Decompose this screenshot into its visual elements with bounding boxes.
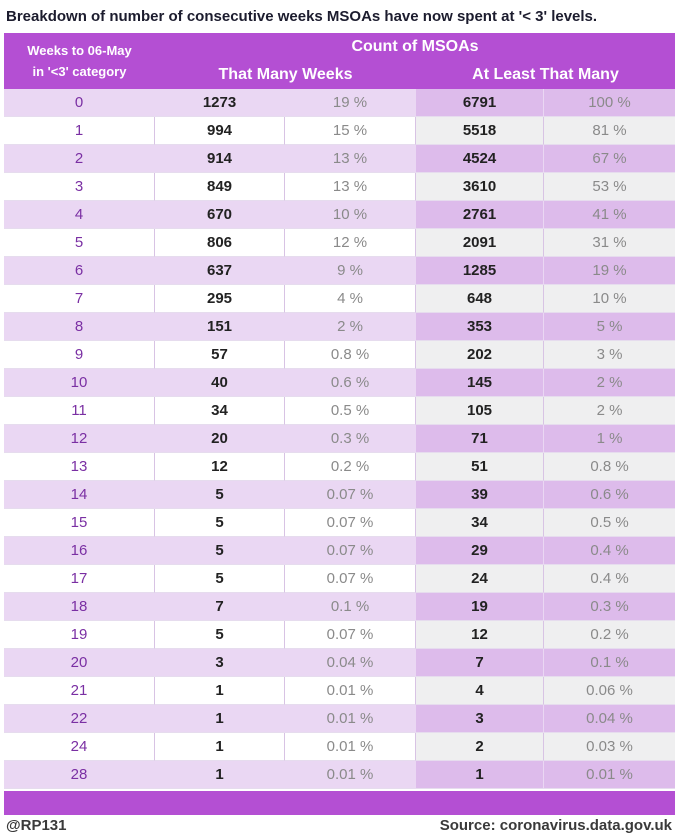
count-header-title: Count of MSOAs [351, 38, 479, 55]
at-least-percent-cell: 0.3 % [544, 593, 675, 621]
that-many-percent-cell: 0.01 % [285, 705, 416, 733]
that-many-percent-cell: 0.3 % [285, 425, 416, 453]
at-least-count-cell: 3610 [416, 173, 544, 201]
weeks-cell: 5 [4, 229, 155, 257]
table-row [4, 229, 675, 257]
at-least-count-cell: 1 [416, 761, 544, 789]
weeks-cell: 13 [4, 453, 155, 481]
that-many-count-cell: 1273 [155, 89, 285, 117]
that-many-count-cell: 849 [155, 173, 285, 201]
weeks-cell: 18 [4, 593, 155, 621]
at-least-percent-cell: 41 % [544, 201, 675, 229]
that-many-percent-cell: 15 % [285, 117, 416, 145]
table-row [4, 733, 675, 761]
table-row [4, 173, 675, 201]
weeks-cell: 16 [4, 537, 155, 565]
at-least-percent-cell: 81 % [544, 117, 675, 145]
table-row [4, 649, 675, 677]
msoa-table [4, 33, 675, 815]
that-many-count-cell: 5 [155, 537, 285, 565]
that-many-percent-cell: 0.07 % [285, 565, 416, 593]
at-least-percent-cell: 0.4 % [544, 565, 675, 593]
weeks-cell: 15 [4, 509, 155, 537]
that-many-percent-cell: 0.5 % [285, 397, 416, 425]
table-row [4, 117, 675, 145]
at-least-count-cell: 71 [416, 425, 544, 453]
that-many-percent-cell: 0.07 % [285, 537, 416, 565]
that-many-count-cell: 5 [155, 481, 285, 509]
at-least-percent-cell: 10 % [544, 285, 675, 313]
at-least-percent-cell: 100 % [544, 89, 675, 117]
table-row [4, 313, 675, 341]
chart-title: Breakdown of number of consecutive weeks MSOAs have now spent at '< 3' levels. [6, 8, 598, 25]
that-many-count-cell: 1 [155, 733, 285, 761]
at-least-percent-cell: 0.8 % [544, 453, 675, 481]
that-many-count-cell: 670 [155, 201, 285, 229]
weeks-cell: 14 [4, 481, 155, 509]
that-many-count-cell: 3 [155, 649, 285, 677]
at-least-count-cell: 145 [416, 369, 544, 397]
at-least-count-cell: 34 [416, 509, 544, 537]
table-row [4, 761, 675, 789]
that-many-count-cell: 7 [155, 593, 285, 621]
at-least-percent-cell: 0.4 % [544, 537, 675, 565]
that-many-percent-cell: 0.01 % [285, 761, 416, 789]
table-row [4, 285, 675, 313]
that-many-count-cell: 994 [155, 117, 285, 145]
weeks-cell: 8 [4, 313, 155, 341]
that-many-count-cell: 1 [155, 761, 285, 789]
table-row [4, 705, 675, 733]
count-header-group [155, 33, 675, 89]
table-row [4, 397, 675, 425]
that-many-percent-cell: 4 % [285, 285, 416, 313]
that-many-percent-cell: 0.8 % [285, 341, 416, 369]
that-many-count-cell: 57 [155, 341, 285, 369]
author-handle: @RP131 [6, 817, 67, 834]
at-least-count-cell: 12 [416, 621, 544, 649]
that-many-count-cell: 637 [155, 257, 285, 285]
table-row [4, 509, 675, 537]
that-many-percent-cell: 9 % [285, 257, 416, 285]
at-least-percent-cell: 0.6 % [544, 481, 675, 509]
table-row [4, 565, 675, 593]
weeks-column-header [4, 33, 155, 89]
that-many-percent-cell: 13 % [285, 173, 416, 201]
table-row [4, 341, 675, 369]
that-many-percent-cell: 19 % [285, 89, 416, 117]
weeks-cell: 3 [4, 173, 155, 201]
that-many-percent-cell: 12 % [285, 229, 416, 257]
at-least-percent-cell: 0.03 % [544, 733, 675, 761]
that-many-count-cell: 5 [155, 565, 285, 593]
at-least-percent-cell: 0.06 % [544, 677, 675, 705]
that-many-count-cell: 151 [155, 313, 285, 341]
weeks-cell: 17 [4, 565, 155, 593]
that-many-percent-cell: 13 % [285, 145, 416, 173]
at-least-count-cell: 29 [416, 537, 544, 565]
at-least-count-cell: 353 [416, 313, 544, 341]
weeks-cell: 10 [4, 369, 155, 397]
at-least-count-cell: 1285 [416, 257, 544, 285]
table-row [4, 453, 675, 481]
that-many-percent-cell: 0.04 % [285, 649, 416, 677]
that-many-percent-cell: 0.6 % [285, 369, 416, 397]
table-row [4, 593, 675, 621]
at-least-count-cell: 39 [416, 481, 544, 509]
at-least-count-cell: 19 [416, 593, 544, 621]
table-row [4, 621, 675, 649]
at-least-percent-cell: 53 % [544, 173, 675, 201]
table-footer-bar [4, 791, 675, 815]
table-row [4, 677, 675, 705]
table-body [4, 89, 675, 789]
that-many-percent-cell: 0.01 % [285, 733, 416, 761]
that-many-count-cell: 5 [155, 621, 285, 649]
weeks-cell: 22 [4, 705, 155, 733]
weeks-header-line2: in '<3' category [32, 64, 127, 79]
at-least-count-cell: 2761 [416, 201, 544, 229]
weeks-cell: 20 [4, 649, 155, 677]
that-many-count-cell: 12 [155, 453, 285, 481]
count-subheaders [155, 61, 675, 89]
that-many-count-cell: 20 [155, 425, 285, 453]
that-many-percent-cell: 0.1 % [285, 593, 416, 621]
at-least-percent-cell: 0.1 % [544, 649, 675, 677]
at-least-count-cell: 4524 [416, 145, 544, 173]
at-least-percent-cell: 0.5 % [544, 509, 675, 537]
at-least-that-many-header: At Least That Many [472, 66, 619, 83]
weeks-cell: 2 [4, 145, 155, 173]
at-least-percent-cell: 3 % [544, 341, 675, 369]
that-many-percent-cell: 2 % [285, 313, 416, 341]
at-least-count-cell: 105 [416, 397, 544, 425]
weeks-cell: 0 [4, 89, 155, 117]
table-row [4, 201, 675, 229]
at-least-percent-cell: 2 % [544, 397, 675, 425]
that-many-percent-cell: 0.07 % [285, 621, 416, 649]
weeks-cell: 4 [4, 201, 155, 229]
that-many-count-cell: 1 [155, 677, 285, 705]
at-least-percent-cell: 0.04 % [544, 705, 675, 733]
weeks-cell: 19 [4, 621, 155, 649]
that-many-percent-cell: 0.07 % [285, 509, 416, 537]
table-row [4, 481, 675, 509]
that-many-percent-cell: 0.07 % [285, 481, 416, 509]
that-many-count-cell: 34 [155, 397, 285, 425]
at-least-percent-cell: 19 % [544, 257, 675, 285]
that-many-count-cell: 914 [155, 145, 285, 173]
that-many-percent-cell: 0.01 % [285, 677, 416, 705]
table-header [4, 33, 675, 89]
table-row [4, 369, 675, 397]
at-least-percent-cell: 1 % [544, 425, 675, 453]
table-row [4, 537, 675, 565]
table-row [4, 145, 675, 173]
that-many-count-cell: 806 [155, 229, 285, 257]
table-row [4, 425, 675, 453]
at-least-count-cell: 5518 [416, 117, 544, 145]
at-least-percent-cell: 31 % [544, 229, 675, 257]
at-least-percent-cell: 2 % [544, 369, 675, 397]
at-least-count-cell: 2 [416, 733, 544, 761]
weeks-cell: 11 [4, 397, 155, 425]
at-least-percent-cell: 0.01 % [544, 761, 675, 789]
that-many-count-cell: 5 [155, 509, 285, 537]
weeks-cell: 28 [4, 761, 155, 789]
weeks-cell: 24 [4, 733, 155, 761]
that-many-weeks-header: That Many Weeks [218, 66, 353, 83]
weeks-cell: 12 [4, 425, 155, 453]
at-least-count-cell: 648 [416, 285, 544, 313]
at-least-count-cell: 4 [416, 677, 544, 705]
weeks-cell: 1 [4, 117, 155, 145]
at-least-percent-cell: 0.2 % [544, 621, 675, 649]
at-least-percent-cell: 5 % [544, 313, 675, 341]
that-many-count-cell: 40 [155, 369, 285, 397]
weeks-cell: 21 [4, 677, 155, 705]
at-least-count-cell: 24 [416, 565, 544, 593]
at-least-count-cell: 3 [416, 705, 544, 733]
at-least-count-cell: 6791 [416, 89, 544, 117]
source-credit: Source: coronavirus.data.gov.uk [439, 817, 672, 834]
at-least-count-cell: 2091 [416, 229, 544, 257]
at-least-count-cell: 51 [416, 453, 544, 481]
that-many-count-cell: 295 [155, 285, 285, 313]
table-row [4, 89, 675, 117]
weeks-cell: 9 [4, 341, 155, 369]
that-many-percent-cell: 10 % [285, 201, 416, 229]
at-least-count-cell: 7 [416, 649, 544, 677]
at-least-percent-cell: 67 % [544, 145, 675, 173]
weeks-header-line1: Weeks to 06-May [27, 43, 132, 58]
weeks-cell: 7 [4, 285, 155, 313]
table-row [4, 257, 675, 285]
at-least-count-cell: 202 [416, 341, 544, 369]
weeks-cell: 6 [4, 257, 155, 285]
that-many-percent-cell: 0.2 % [285, 453, 416, 481]
that-many-count-cell: 1 [155, 705, 285, 733]
